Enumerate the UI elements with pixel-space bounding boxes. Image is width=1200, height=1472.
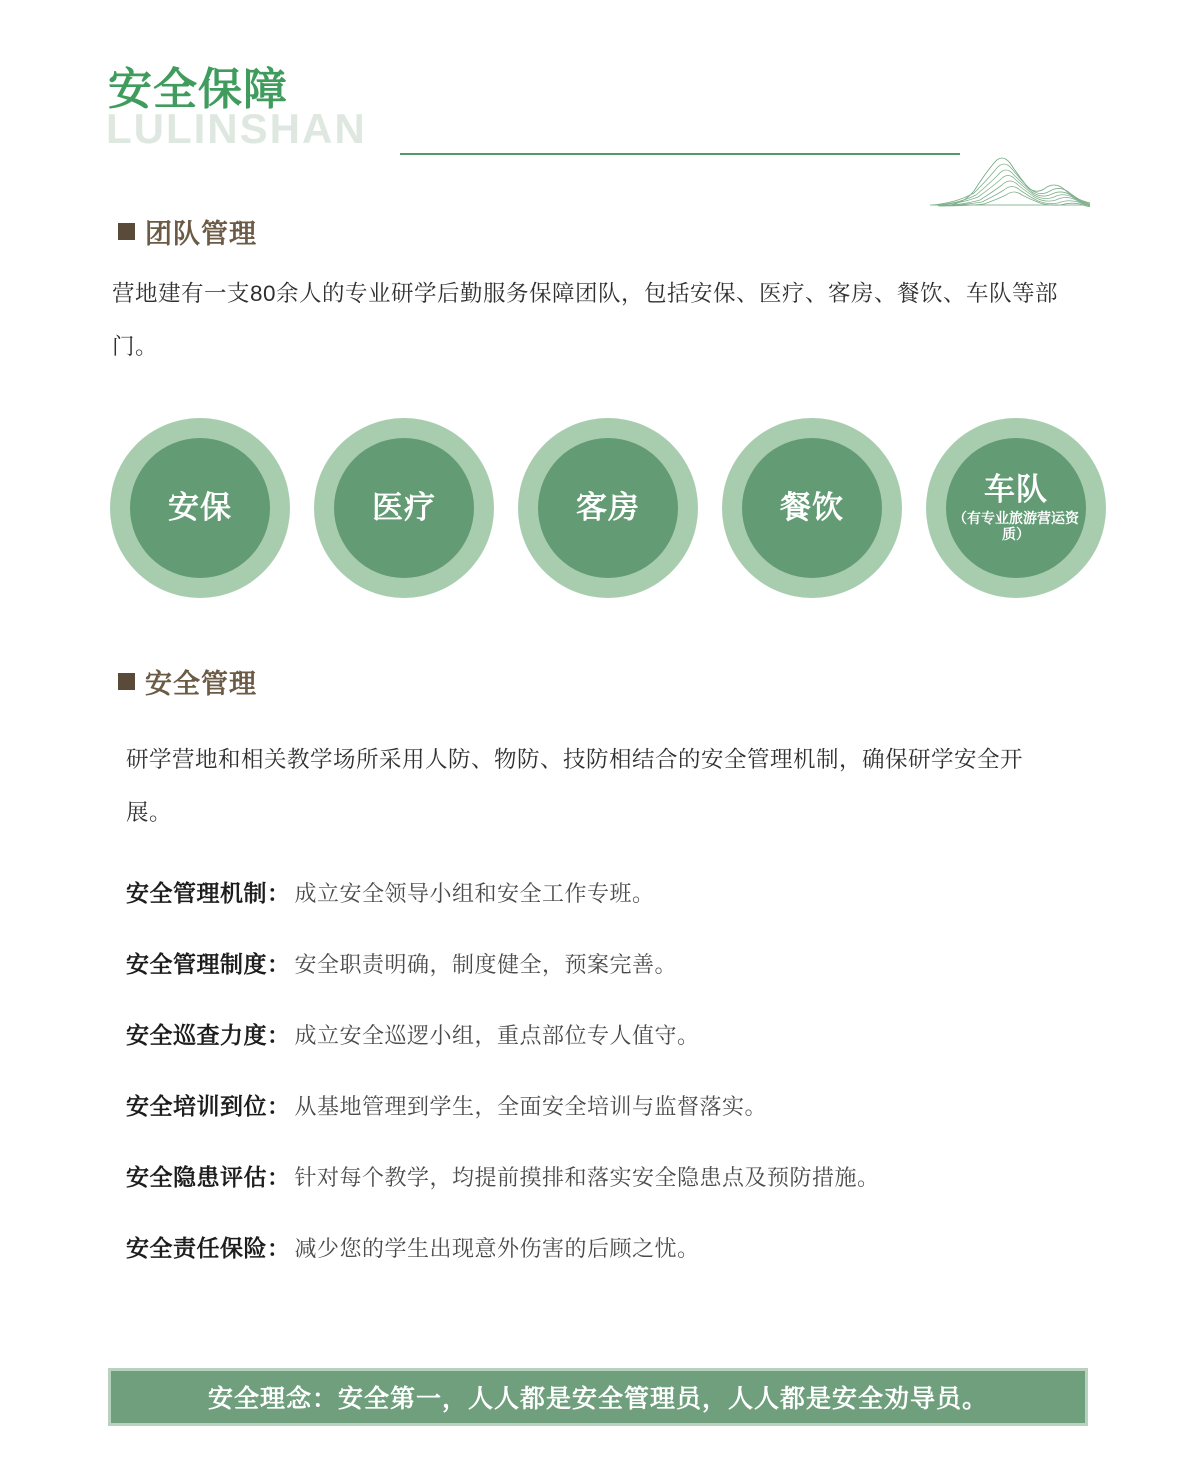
page-subtitle: LULINSHAN xyxy=(106,105,367,152)
team-circle-catering xyxy=(722,418,902,598)
team-circle-inner xyxy=(946,438,1086,578)
team-circle-medical xyxy=(314,418,494,598)
team-circle-label: 餐饮 xyxy=(780,489,844,525)
safety-item-label: 安全责任保险： xyxy=(126,1235,291,1261)
header-divider xyxy=(400,153,960,155)
team-circle-housekeeping xyxy=(518,418,698,598)
list-item xyxy=(126,946,1086,1017)
safety-philosophy-banner xyxy=(108,1368,1088,1426)
team-circle-label: 安保 xyxy=(168,489,232,525)
list-item xyxy=(126,1088,1086,1159)
list-item xyxy=(126,1159,1086,1230)
page-title: 安全保障 xyxy=(108,65,288,114)
safety-item-label: 安全培训到位： xyxy=(126,1093,291,1119)
team-circle-security xyxy=(110,418,290,598)
safety-item-label: 安全隐患评估： xyxy=(126,1164,291,1190)
team-management-paragraph: 营地建有一支80余人的专业研学后勤服务保障团队，包括安保、医疗、客房、餐饮、车队等部门。 xyxy=(112,281,1059,359)
safety-item-value: 从基地管理到学生，全面安全培训与监督落实。 xyxy=(294,1094,768,1119)
safety-item-value: 成立安全领导小组和安全工作专班。 xyxy=(294,881,655,906)
safety-items-list xyxy=(126,875,1086,1301)
safety-item-value: 针对每个教学，均提前摸排和落实安全隐患点及预防措施。 xyxy=(294,1165,880,1190)
list-item xyxy=(126,1230,1086,1301)
team-circle-inner xyxy=(334,438,474,578)
square-bullet-icon xyxy=(118,673,135,690)
safety-item-value: 安全职责明确，制度健全，预案完善。 xyxy=(294,952,678,977)
banner-text: 安全理念：安全第一，人人都是安全管理员，人人都是安全劝导员。 xyxy=(207,1385,988,1413)
section-title: 团队管理 xyxy=(145,219,257,249)
section-heading-team-management xyxy=(118,212,257,251)
team-circles xyxy=(110,418,1100,598)
safety-item-label: 安全管理机制： xyxy=(126,880,291,906)
list-item xyxy=(126,875,1086,946)
safety-item-label: 安全巡查力度： xyxy=(126,1022,291,1048)
team-circle-label: 客房 xyxy=(576,489,640,525)
team-circle-inner xyxy=(130,438,270,578)
section-title: 安全管理 xyxy=(145,669,257,699)
team-circle-inner xyxy=(538,438,678,578)
safety-item-label: 安全管理制度： xyxy=(126,951,291,977)
mountain-line-icon xyxy=(930,145,1090,207)
safety-item-value: 成立安全巡逻小组，重点部位专人值守。 xyxy=(294,1023,700,1048)
square-bullet-icon xyxy=(118,223,135,240)
team-circle-label: 医疗 xyxy=(372,489,436,525)
team-circle-fleet xyxy=(926,418,1106,598)
safety-item-value: 减少您的学生出现意外伤害的后顾之忧。 xyxy=(294,1236,700,1261)
team-circle-label: 车队 xyxy=(984,472,1048,508)
page-header xyxy=(0,60,1200,170)
team-circle-note: （有专业旅游营运资质） xyxy=(953,509,1079,543)
list-item xyxy=(126,1017,1086,1088)
team-circle-inner xyxy=(742,438,882,578)
section-heading-safety-management xyxy=(118,662,257,701)
safety-management-paragraph: 研学营地和相关教学场所采用人防、物防、技防相结合的安全管理机制，确保研学安全开展。 xyxy=(126,747,1024,825)
